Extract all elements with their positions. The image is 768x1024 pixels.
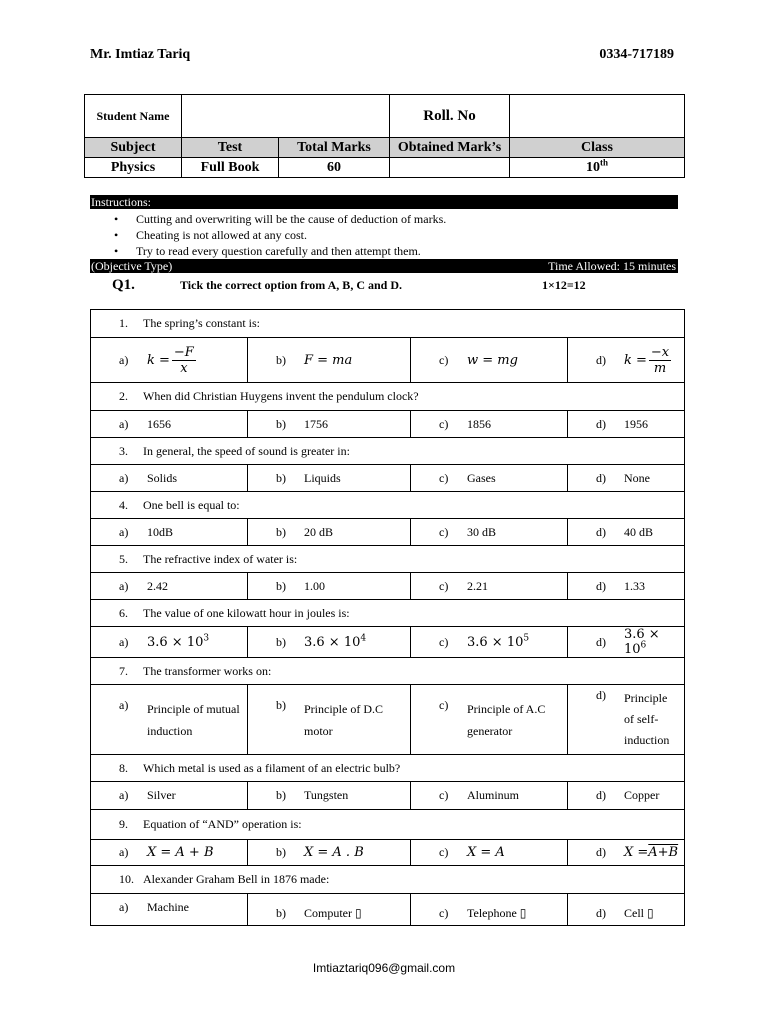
teacher-phone: 0334-717189 — [599, 47, 674, 62]
option-a[interactable]: a) X = A + B — [91, 840, 248, 866]
objective-bar — [90, 259, 678, 273]
option-b[interactable]: b) Principle of D.C motor — [248, 685, 411, 755]
roll-no-field[interactable] — [510, 95, 685, 138]
option-d[interactable]: d) X = A+B — [568, 840, 685, 866]
question-text: The transformer works on: — [143, 663, 272, 678]
question-text: Alexander Graham Bell in 1876 made: — [143, 872, 330, 886]
instructions-bar — [90, 195, 678, 209]
instructions-title: Instructions: — [91, 195, 151, 209]
student-info-table — [84, 94, 685, 178]
question-row: 2. When did Christian Huygens invent the pendulum clock? — [91, 383, 685, 411]
subject-value: Physics — [85, 158, 182, 178]
option-a[interactable]: a) Solids — [91, 465, 248, 492]
q1-number: Q1. — [112, 277, 135, 293]
option-a[interactable]: a) Machine — [91, 894, 248, 926]
total-marks-value: 60 — [279, 158, 390, 178]
option-b[interactable]: b) $3.6 \times 10^4$ — [248, 627, 411, 658]
test-value: Full Book — [182, 158, 279, 178]
question-text: One bell is equal to: — [143, 497, 240, 512]
option-d[interactable]: d) 1956 — [568, 411, 685, 438]
option-b[interactable]: b) F = ma — [248, 338, 411, 383]
option-d[interactable]: d) 40 dB — [568, 519, 685, 546]
option-c[interactable]: c) Principle of A.C generator — [411, 685, 568, 755]
option-d[interactable]: d) None — [568, 465, 685, 492]
student-name-field[interactable] — [182, 95, 390, 138]
option-c[interactable]: c) Telephone ▯ — [411, 894, 568, 926]
question-text: Equation of “AND” operation is: — [143, 817, 302, 831]
total-marks-label: Total Marks — [279, 138, 390, 158]
obtained-marks-label: Obtained Mark’s — [390, 138, 510, 158]
question-row: 8. Which metal is used as a filament of an electric bulb? — [91, 755, 685, 782]
option-a[interactable]: a) k = $\frac{-F}{x}$ — [91, 338, 248, 383]
question-row: 7. The transformer works on: — [91, 658, 685, 685]
option-c[interactable]: c) 30 dB — [411, 519, 568, 546]
question-text: The value of one kilowatt hour in joules is: — [143, 605, 350, 620]
option-d[interactable]: d) $3.6 \times 10^6$ — [568, 627, 685, 658]
option-a[interactable]: a) $3.6 \times 10^3$ — [91, 627, 248, 658]
objective-label: (Objective Type) — [91, 259, 173, 273]
question-text: The spring’s constant is: — [143, 316, 260, 330]
q1-header — [90, 277, 678, 293]
instruction-item: • Cheating is not allowed at any cost. — [90, 227, 446, 243]
question-row: 6. The value of one kilowatt hour in joules is: — [91, 600, 685, 627]
class-value: 10th — [510, 158, 685, 178]
option-c[interactable]: c) Aluminum — [411, 782, 568, 810]
option-b[interactable]: b) 1.00 — [248, 573, 411, 600]
option-c[interactable]: c) Gases — [411, 465, 568, 492]
question-row: 3. In general, the speed of sound is greater in: — [91, 438, 685, 465]
teacher-name: Mr. Imtiaz Tariq — [90, 47, 191, 62]
option-c[interactable]: c) $3.6 \times 10^5$ — [411, 627, 568, 658]
option-d[interactable]: d) Copper — [568, 782, 685, 810]
option-b[interactable]: b) 1756 — [248, 411, 411, 438]
obtained-marks-field[interactable] — [390, 158, 510, 178]
option-a[interactable]: a) Silver — [91, 782, 248, 810]
instructions-list — [90, 211, 446, 259]
instruction-item: • Cutting and overwriting will be the cause of deduction of marks. — [90, 211, 446, 227]
option-c[interactable]: c) X = A — [411, 840, 568, 866]
option-c[interactable]: c) w = mg — [411, 338, 568, 383]
question-text: The refractive index of water is: — [143, 551, 298, 566]
option-a[interactable]: a) 1656 — [91, 411, 248, 438]
test-label: Test — [182, 138, 279, 158]
option-a[interactable]: a) 2.42 — [91, 573, 248, 600]
question-text: In general, the speed of sound is greater in: — [143, 443, 350, 458]
mcq-table — [90, 309, 685, 926]
option-a[interactable]: a) 10dB — [91, 519, 248, 546]
option-d[interactable]: d) Cell ▯ — [568, 894, 685, 926]
option-b[interactable]: b) Liquids — [248, 465, 411, 492]
option-b[interactable]: b) Tungsten — [248, 782, 411, 810]
option-c[interactable]: c) 2.21 — [411, 573, 568, 600]
option-b[interactable]: b) 20 dB — [248, 519, 411, 546]
question-text: When did Christian Huygens invent the pendulum clock? — [143, 389, 419, 403]
option-d[interactable]: d) k = $\frac{-x}{m}$ — [568, 338, 685, 383]
student-name-label: Student Name — [85, 95, 182, 138]
class-label: Class — [510, 138, 685, 158]
question-row: 1. The spring’s constant is: — [91, 310, 685, 338]
question-row: 4. One bell is equal to: — [91, 492, 685, 519]
question-text: Which metal is used as a filament of an electric bulb? — [143, 760, 401, 775]
q1-instruction: Tick the correct option from A, B, C and D. — [180, 278, 402, 292]
option-b[interactable]: b) Computer ▯ — [248, 894, 411, 926]
time-allowed: Time Allowed: 15 minutes — [548, 259, 676, 273]
option-d[interactable]: d) 1.33 — [568, 573, 685, 600]
option-d[interactable]: d) Principle of self- induction — [568, 685, 685, 755]
roll-no-label: Roll. No — [390, 95, 510, 138]
question-row: 9. Equation of “AND” operation is: — [91, 810, 685, 840]
instruction-item: • Try to read every question carefully and then attempt them. — [90, 243, 446, 259]
subject-label: Subject — [85, 138, 182, 158]
question-row: 5. The refractive index of water is: — [91, 546, 685, 573]
option-c[interactable]: c) 1856 — [411, 411, 568, 438]
option-b[interactable]: b) X = A . B — [248, 840, 411, 866]
option-a[interactable]: a) Principle of mutual induction — [91, 685, 248, 755]
question-row: 10. Alexander Graham Bell in 1876 made: — [91, 866, 685, 894]
footer-email: Imtiaztariq096@gmail.com — [312, 961, 456, 975]
q1-marks: 1×12=12 — [542, 278, 586, 292]
